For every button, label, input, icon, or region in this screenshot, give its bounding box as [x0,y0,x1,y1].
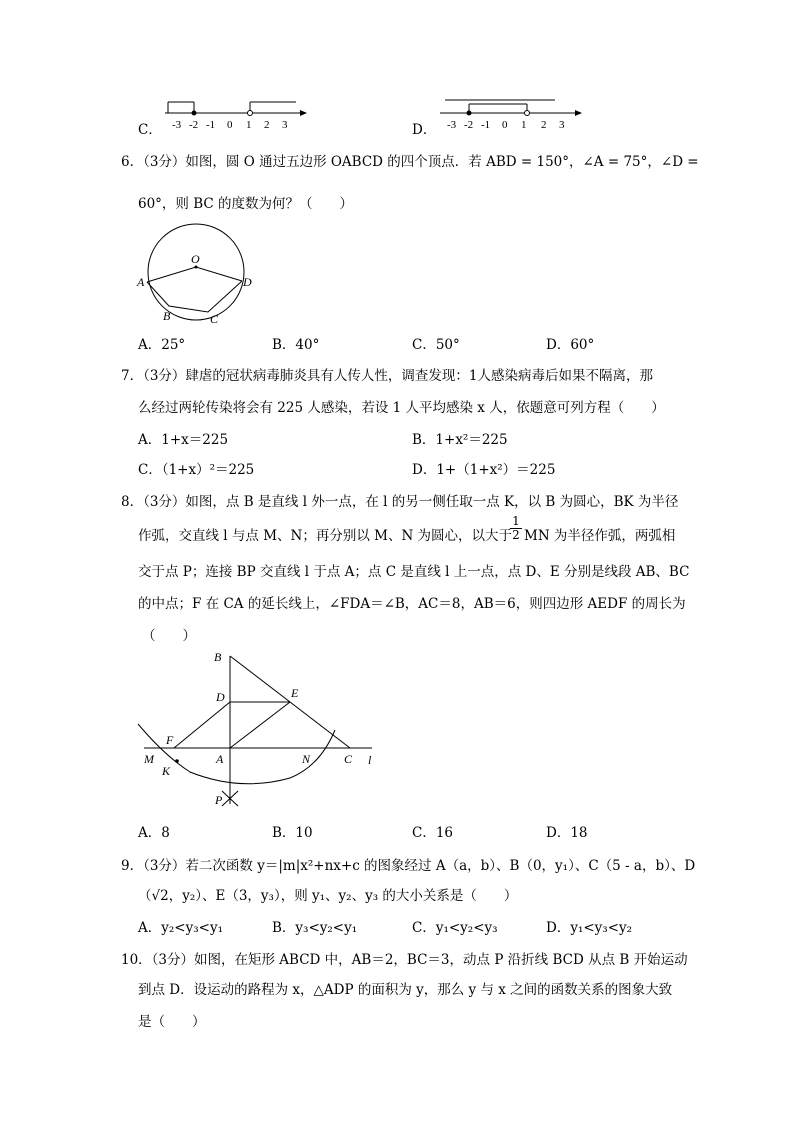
q8-construction-figure [130,646,390,810]
q9-stem-line2: （√2，y₂）、E（3，y₃），则 y₁、y₂、y₃ 的大小关系是（ ） [138,888,518,904]
q7-stem-line1: 7．（3分）肆虐的冠状病毒肺炎具有人传人性，调查发现：1人感染病毒后如果不隔离，那 [121,368,654,384]
q8-stem-line3: 交于点 P；连接 BP 交直线 l 于点 A；点 C 是直线 l 上一点，点 D、E 分别是线段 AB、BC [138,564,690,580]
fraction-one-half [510,515,522,542]
tick-label: 2 [264,119,270,131]
tick-label: -2 [464,119,474,131]
label-A: A [137,275,145,289]
label-N: N [302,752,311,766]
tick-label: -2 [189,119,199,131]
q5-number-line-d [435,92,585,134]
label-K: K [162,764,171,778]
q9-option-a[interactable]: A．y₂<y₃<y₁ [138,920,223,936]
label-B: B [214,650,222,664]
tick-label: 0 [502,119,508,131]
q7-stem-line2: 么经过两轮传染将会有 225 人感染，若设 1 人平均感染 x 人，依题意可列方程（ ） [138,400,665,416]
tick-label: 1 [521,119,527,131]
q8-stem-line2b: MN 为半径作弧，两弧相 [524,528,676,544]
fraction-denominator: 2 [510,528,522,542]
q7-option-d[interactable]: D．1+（1+x²）＝225 [412,462,556,478]
label-A: A [216,752,224,766]
q5-option-d-label[interactable]: D． [412,122,437,138]
q9-option-d[interactable]: D．y₁<y₃<y₂ [546,920,633,936]
open-point-marker [525,111,530,116]
tick-label: 3 [559,119,565,131]
q8-stem-line2a: 作弧，交直线 l 与点 M、N；再分别以 M、N 为圆心，以大于 [138,528,513,544]
q6-option-a[interactable]: A．25° [138,337,186,353]
tick-label: -3 [447,119,457,131]
q6-stem-line2: 60°，则 BC 的度数为何？（ ） [138,196,354,212]
tick-label: 3 [282,119,288,131]
label-C: C [344,752,353,766]
q7-option-b[interactable]: B．1+x²＝225 [412,432,508,448]
label-B: B [163,309,171,323]
label-C: C [210,312,219,326]
q9-option-c[interactable]: C．y₁<y₂<y₃ [412,920,498,936]
q8-option-c[interactable]: C．16 [412,825,454,841]
tick-label: 0 [227,119,233,131]
label-M: M [144,752,154,766]
open-point-marker [248,111,253,116]
closed-point-marker [192,111,197,116]
q6-option-b[interactable]: B．40° [272,337,320,353]
q8-option-d[interactable]: D．18 [546,825,588,841]
label-F: F [166,733,174,747]
tick-label: -1 [481,119,491,131]
q6-option-c[interactable]: C．50° [412,337,460,353]
q8-option-a[interactable]: A．8 [138,825,170,841]
q5-option-c-label[interactable]: C． [138,122,162,138]
q7-option-c[interactable]: C．（1+x）²＝225 [138,462,255,478]
q9-option-b[interactable]: B．y₃<y₂<y₁ [272,920,358,936]
q6-option-d[interactable]: D．60° [546,337,595,353]
q10-stem-line3: 是（ ） [138,1014,206,1030]
label-D: D [216,690,225,704]
label-E: E [291,686,299,700]
q6-circle-figure [130,222,260,330]
q10-stem-line1: 10．（3分）如图，在矩形 ABCD 中，AB＝2，BC＝3，动点 P 沿折线 BCD 从点 B 开始运动 [121,952,688,968]
label-l: l [368,753,372,767]
q6-stem-line1: 6．（3分）如图，圆 O 通过五边形 OABCD 的四个顶点．若 ABD = 150°，∠A = 75°，∠D = [121,154,699,170]
q9-stem-line1: 9．（3分）若二次函数 y＝|m|x²+nx+c 的图象经过 A（a，b）、B（0，y₁）、C（5 - a，b）、D [121,858,696,874]
q7-option-a[interactable]: A．1+x＝225 [138,432,229,448]
q8-stem-line4: 的中点；F 在 CA 的延长线上，∠FDA＝∠B，AC＝8，AB＝6，则四边形 AEDF 的周长为 [138,596,686,612]
label-P: P [215,793,223,807]
fraction-numerator: 1 [512,514,520,528]
tick-label: 2 [541,119,547,131]
closed-point-marker [467,111,472,116]
q10-stem-line2: 到点 D．设运动的路程为 x，△ADP 的面积为 y，那么 y 与 x 之间的函数关系的图象大致 [138,982,673,998]
q8-stem-line1: 8．（3分）如图，点 B 是直线 l 外一点，在 l 的另一侧任取一点 K，以 B 为圆心，BK 为半径 [121,494,679,510]
q8-stem-line5: （ ） [142,628,196,644]
q5-number-line-c [160,95,310,135]
q8-option-b[interactable]: B．10 [272,825,313,841]
tick-label: -1 [206,119,216,131]
label-O: O [191,252,200,266]
tick-label: 1 [246,119,252,131]
tick-label: -3 [172,119,182,131]
label-D: D [243,275,252,289]
